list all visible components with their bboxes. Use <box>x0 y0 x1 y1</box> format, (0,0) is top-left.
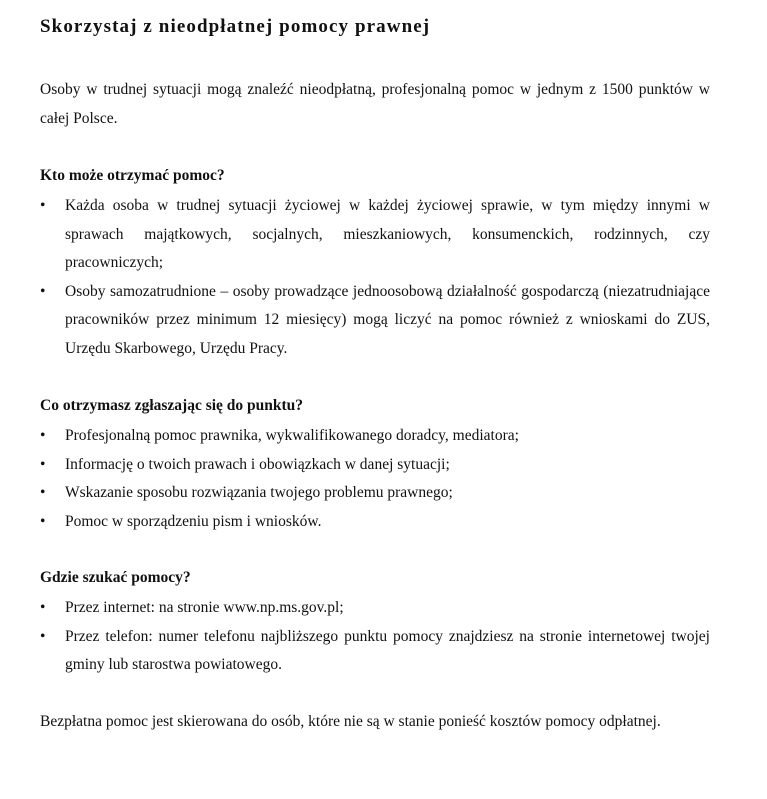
list-item-text: Przez telefon: numer telefonu najbliższego punktu pomocy znajdziesz na stronie internetowej twojej gminy lub starostwa powiatowego. <box>65 627 710 673</box>
list-item <box>40 623 710 680</box>
bullet-icon: • <box>40 627 46 645</box>
bullet-icon: • <box>40 455 46 473</box>
list-item-text: Osoby samozatrudnione – osoby prowadzące jednoosobową działalność gospodarczą (niezatrudniające pracowników przez minimum 12 miesięcy) mogą liczyć na pomoc również z wnioskami do ZUS, Urzędu Skarbowego, Urzędu Pracy. <box>65 282 710 357</box>
list-item-text: Pomoc w sporządzeniu pism i wniosków. <box>65 512 322 530</box>
list-item <box>40 508 710 537</box>
bullet-icon: • <box>40 512 46 530</box>
bullet-icon: • <box>40 484 46 501</box>
section-heading-what: Co otrzymasz zgłaszając się do punktu? <box>40 397 304 414</box>
document-title: Skorzystaj z nieodpłatnej pomocy prawnej <box>40 16 431 37</box>
section-heading-who: Kto może otrzymać pomoc? <box>40 167 225 184</box>
bullet-icon: • <box>40 282 46 300</box>
intro-paragraph: Osoby w trudnej sytuacji mogą znaleźć nieodpłatną, profesjonalną pomoc w jednym z 1500 punktów w całej Polsce. <box>40 81 710 127</box>
section-heading-where: Gdzie szukać pomocy? <box>40 569 191 586</box>
bullet-icon: • <box>40 427 46 444</box>
section-list-who <box>40 192 710 363</box>
list-item <box>40 451 710 480</box>
list-item-text: Informację o twoich prawach i obowiązkach w danej sytuacji; <box>65 455 450 473</box>
list-item-text: Przez internet: na stronie www.np.ms.gov.pl; <box>65 599 344 616</box>
list-item <box>40 479 710 508</box>
section-list-what <box>40 422 710 536</box>
list-item-text: Profesjonalną pomoc prawnika, wykwalifikowanego doradcy, mediatora; <box>65 427 519 444</box>
list-item <box>40 422 710 451</box>
bullet-icon: • <box>40 599 46 616</box>
bullet-icon: • <box>40 197 46 214</box>
list-item <box>40 192 710 278</box>
section-list-where <box>40 594 710 680</box>
closing-paragraph: Bezpłatna pomoc jest skierowana do osób, które nie są w stanie ponieść kosztów pomocy odpłatnej. <box>40 713 661 730</box>
list-item-text: Wskazanie sposobu rozwiązania twojego problemu prawnego; <box>65 484 453 501</box>
list-item <box>40 278 710 364</box>
list-item-text: Każda osoba w trudnej sytuacji życiowej w każdej życiowej sprawie, w tym między innymi w sprawach majątkowych, socjalnych, mieszkaniowych, konsumenckich, rodzinnych, czy pracowniczych; <box>65 197 710 271</box>
list-item <box>40 594 710 623</box>
